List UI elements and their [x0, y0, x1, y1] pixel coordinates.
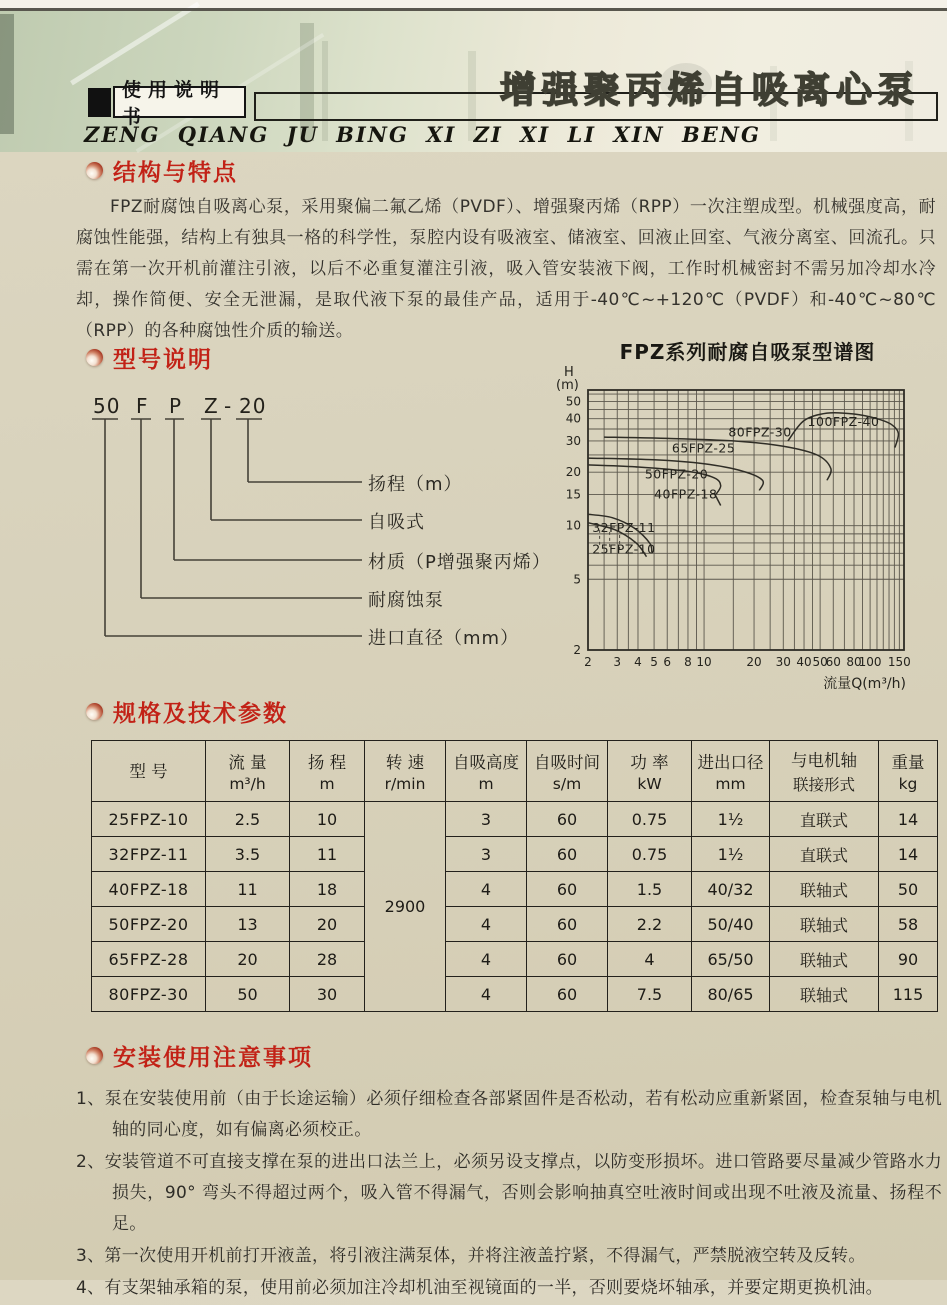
svg-text:6: 6	[663, 655, 672, 669]
model-code-connector-lines	[80, 388, 380, 650]
scan-edge-line	[0, 8, 947, 11]
section-bullet-icon	[86, 703, 103, 720]
col-header-power: 功 率 kW	[608, 741, 692, 802]
list-item: 3、第一次使用开机前打开液盖，将引液注满泵体，并将注液盖拧紧，不得漏气，严禁脱液空转及反转。	[76, 1246, 866, 1266]
chart-title: FPZ系列耐腐自吸泵型谱图	[619, 340, 876, 364]
table-row: 50FPZ-20 13 20 4 60 2.2 50/40 联轴式 58	[92, 907, 938, 942]
model-code-z: Z	[204, 394, 219, 418]
col-header-speed: 转 速 r/min	[365, 741, 446, 802]
svg-text:80FPZ-30: 80FPZ-30	[728, 424, 792, 440]
svg-text:(m): (m)	[556, 378, 579, 393]
svg-text:2: 2	[584, 655, 592, 669]
list-item: 2、安装管道不可直接支撑在泵的进出口法兰上，必须另设支撑点，以防变形损坏。进口管路要尽量减少管路水力损失，90° 弯头不得超过两个，吸入管不得漏气，否则会影响抽真空吐液时间或出现不吐液及流量、扬程不足。	[76, 1152, 942, 1234]
model-label-head: 扬程（m）	[368, 474, 463, 495]
svg-text:25FPZ-10: 25FPZ-10	[592, 541, 656, 557]
section-heading-features: 结构与特点	[113, 160, 238, 186]
svg-text:5: 5	[573, 572, 581, 587]
header-black-chip	[88, 88, 111, 117]
svg-text:10: 10	[696, 655, 712, 669]
svg-text:5: 5	[650, 655, 658, 669]
svg-text:20: 20	[746, 655, 762, 669]
section-bullet-icon	[86, 349, 103, 366]
list-item: 1、泵在安装使用前（由于长途运输）必须仔细检查各部紧固件是否松动，若有松动应重新紧固，检查泵轴与电机轴的同心度，如有偏离必须校正。	[76, 1089, 942, 1140]
col-header-suction-time: 自吸时间 s/m	[527, 741, 608, 802]
svg-text:3: 3	[613, 655, 622, 669]
title-pinyin: ZENG QIANG JU BING XI ZI XI LI XIN BENG	[84, 122, 761, 147]
svg-text:流量Q(m³/h): 流量Q(m³/h)	[823, 676, 906, 692]
svg-text:65FPZ-25: 65FPZ-25	[671, 440, 736, 456]
svg-text:100: 100	[858, 655, 882, 669]
svg-text:10: 10	[565, 518, 581, 533]
svg-text:H: H	[564, 366, 574, 380]
svg-text:150: 150	[887, 655, 911, 669]
table-row: 25FPZ-10 2.5 10 2900 3 60 0.75 1½ 直联式 14	[92, 802, 938, 837]
specs-table	[91, 740, 938, 1012]
pump-performance-chart	[548, 366, 947, 698]
model-code-head: 20	[239, 394, 267, 418]
manual-label: 使用说明书	[122, 79, 227, 128]
col-header-suction-height: 自吸高度 m	[446, 741, 527, 802]
model-label-inlet: 进口直径（mm）	[368, 628, 520, 649]
col-header-flow: 流 量 m³/h	[206, 741, 290, 802]
svg-text:100FPZ-40: 100FPZ-40	[807, 413, 880, 429]
table-row: 80FPZ-30 50 30 4 60 7.5 80/65 联轴式 115	[92, 977, 938, 1012]
svg-text:80: 80	[846, 655, 862, 669]
col-header-weight: 重量 kg	[879, 741, 938, 802]
svg-text:40FPZ-18: 40FPZ-18	[654, 486, 718, 502]
model-code-p: P	[169, 394, 183, 418]
section-heading-model: 型号说明	[113, 347, 213, 373]
section-heading-specs: 规格及技术参数	[113, 701, 288, 727]
model-label-corrosion: 耐腐蚀泵	[368, 590, 444, 611]
svg-text:32FPZ-11: 32FPZ-11	[592, 520, 656, 536]
svg-text:40: 40	[565, 411, 581, 426]
svg-text:50: 50	[812, 655, 828, 669]
section-heading-notes: 安装使用注意事项	[113, 1045, 313, 1071]
model-label-material: 材质（P增强聚丙烯）	[368, 552, 551, 573]
col-header-head: 扬 程 m	[290, 741, 365, 802]
svg-text:4: 4	[634, 655, 642, 669]
section-bullet-icon	[86, 1047, 103, 1064]
page-title: 增强聚丙烯自吸离心泵	[500, 70, 921, 111]
model-label-selfpriming: 自吸式	[368, 512, 425, 533]
svg-text:20: 20	[565, 465, 581, 480]
svg-text:50: 50	[565, 394, 581, 409]
installation-notes-list	[76, 1084, 942, 1305]
svg-text:30: 30	[565, 433, 581, 448]
table-row: 65FPZ-28 20 28 4 60 4 65/50 联轴式 90	[92, 942, 938, 977]
section-bullet-icon	[86, 162, 103, 179]
table-header-row	[92, 741, 938, 802]
features-paragraph: FPZ耐腐蚀自吸离心泵，采用聚偏二氟乙烯（PVDF）、增强聚丙烯（RPP）一次注塑成型。机械强度高，耐腐蚀性能强，结构上有独具一格的科学性，泵腔内设有吸液室、储液室、回液止回室、气液分离室、回流孔。只需在第一次开机前灌注引液，以后不必重复灌注引液，吸入管安装液下阀，工作时机械密封不需另加冷却水冷却，操作简便、安全无泄漏，是取代液下泵的最佳产品，适用于-40℃~+120℃（PVDF）和-40℃~80℃（RPP）的各种腐蚀性介质的输送。	[76, 197, 936, 341]
manual-label-box	[113, 79, 246, 128]
svg-text:2: 2	[573, 643, 581, 657]
model-code-dash: -	[224, 394, 233, 418]
scan-left-shadow	[0, 14, 14, 134]
svg-text:30: 30	[775, 655, 791, 669]
model-code-size: 50	[93, 394, 121, 418]
list-item: 4、有支架轴承箱的泵，使用前必须加注冷却机油至视镜面的一半，否则要烧坏轴承，并要定期更换机油。	[76, 1278, 883, 1298]
photo-light-streak	[70, 2, 200, 86]
svg-text:60: 60	[825, 655, 841, 669]
model-code-f: F	[136, 394, 149, 418]
svg-text:15: 15	[565, 487, 581, 502]
table-row: 32FPZ-11 3.5 11 3 60 0.75 1½ 直联式 14	[92, 837, 938, 872]
svg-text:50FPZ-20: 50FPZ-20	[644, 466, 709, 482]
col-header-ports: 进出口径 mm	[692, 741, 770, 802]
svg-text:8: 8	[684, 655, 692, 669]
col-header-coupling: 与电机轴 联接形式	[770, 741, 879, 802]
svg-text:40: 40	[796, 655, 812, 669]
col-header-model: 型 号	[92, 741, 206, 802]
table-row: 40FPZ-18 11 18 4 60 1.5 40/32 联轴式 50	[92, 872, 938, 907]
speed-merged-cell: 2900	[365, 802, 446, 1012]
